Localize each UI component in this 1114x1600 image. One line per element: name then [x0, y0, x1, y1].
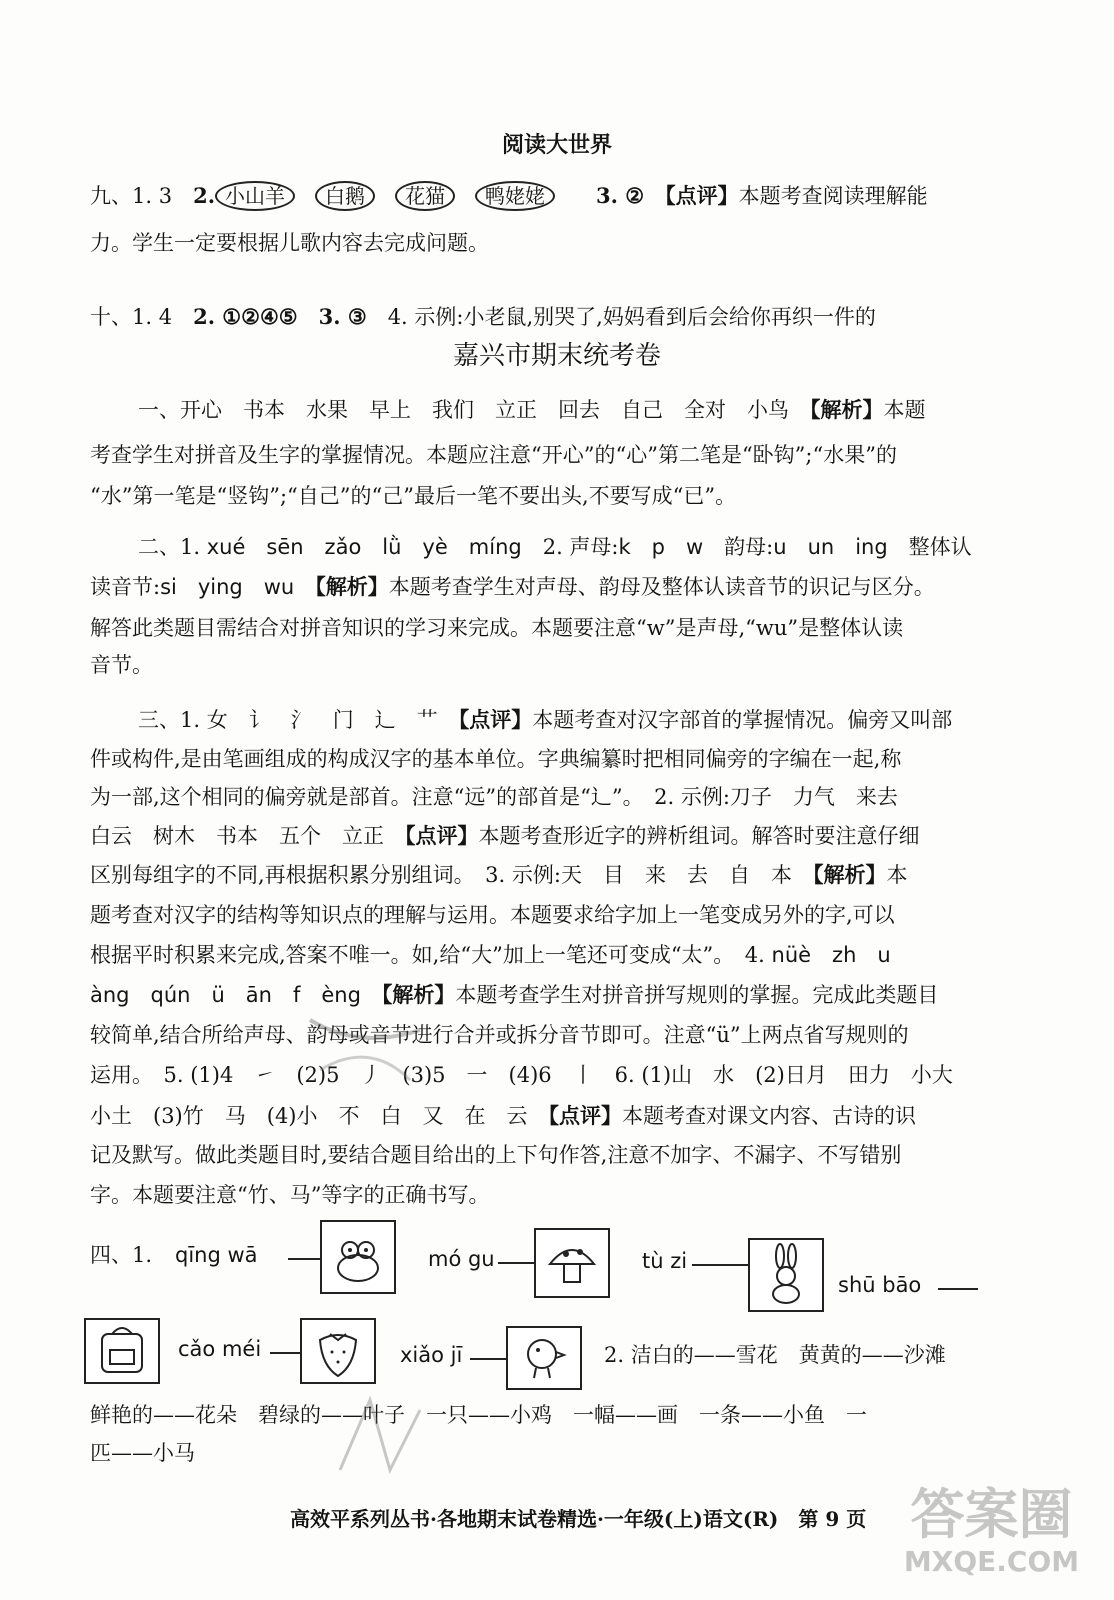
analysis-tag: 【解析】	[812, 862, 887, 887]
match-line	[692, 1264, 748, 1266]
pinyin: si ying wu	[160, 575, 295, 599]
comment-tag: 【点评】	[405, 823, 479, 848]
match-line	[288, 1258, 320, 1260]
answer-line: 音节。	[90, 653, 153, 677]
answer-line: 字。本题要注意“竹、马”等字的正确书写。	[90, 1183, 490, 1207]
pinyin-mogu: mó gu	[428, 1247, 495, 1271]
watermark	[889, 1485, 1094, 1590]
analysis-tag: 【解析】	[315, 574, 389, 599]
match-line	[270, 1352, 300, 1354]
pinyin-qingwa: qīng wā	[175, 1243, 258, 1267]
q10-prefix: 十、1. 4	[90, 305, 173, 329]
answer-line-3: 三、1. 女 讠 氵 门 辶 艹 【点评】本题考查对汉字部首的掌握情况。偏旁又叫部	[138, 707, 953, 732]
pinyin-shubao: shū bāo	[838, 1273, 922, 1297]
comment-tag: 【点评】	[548, 1103, 622, 1128]
q4-2: 2. 洁白的——雪花 黄黄的——沙滩	[604, 1343, 946, 1367]
page-footer: 高效平系列丛书·各地期末试卷精选·一年级(上)语文(R) 第 9 页	[290, 1507, 867, 1531]
oval-answer: 白鹅	[315, 181, 375, 211]
answer-line: 区别每组字的不同,再根据积累分别组词。 3. 示例:天 目 来 去 自 本 【解析】本	[90, 862, 908, 887]
q10-2: 2. ①②④⑤	[193, 304, 298, 329]
q9-2-label: 2.	[193, 183, 216, 208]
pinyin: nüè zh u	[771, 943, 891, 967]
scan-smudge	[330, 1390, 450, 1480]
q4-label: 四、1.	[90, 1243, 153, 1267]
q10-3: 3. ③	[318, 304, 367, 329]
answer-line: 根据平时积累来完成,答案不唯一。如,给“大”加上一笔还可变成“太”。 4. nüè zh u	[90, 943, 891, 967]
answer-line: 鲜艳的——花朵 碧绿的——叶子 一只——小鸡 一幅——画 一条——小鱼 一	[90, 1403, 867, 1427]
pinyin: àng qún ü ān f èng	[90, 983, 361, 1007]
q9-prefix: 九、1. 3	[90, 184, 173, 208]
answer-line: 运用。 5. (1)4 ㇀ (2)5 丿 (3)5 一 (4)6 丨 6. (1)山 水 (2)日月 田力 小大	[90, 1063, 953, 1087]
oval-answer: 花猫	[395, 181, 455, 211]
pinyin-xiaoji: xiǎo jī	[400, 1343, 463, 1367]
q9-3: 3. ②	[596, 183, 645, 208]
match-line	[470, 1358, 506, 1360]
pinyin-caomei: cǎo méi	[178, 1337, 262, 1361]
section-heading-reading: 阅读大世界	[501, 132, 612, 158]
pinyin: xué sēn zǎo lǜ yè míng	[206, 535, 522, 559]
oval-answer: 鸭姥姥	[475, 181, 555, 211]
answer-line: 小土 (3)竹 马 (4)小 不 白 又 在 云 【点评】本题考查对课文内容、古诗的识	[90, 1103, 916, 1128]
q10-4: 4. 示例:小老鼠,别哭了,妈妈看到后会给你再织一件的	[387, 305, 876, 329]
answer-line: 题考查对汉字的结构等知识点的理解与运用。本题要求给字加上一笔变成另外的字,可以	[90, 903, 895, 927]
frog-picture	[320, 1220, 396, 1294]
answer-line-9	[90, 181, 928, 211]
pinyin-tuzi: tù zi	[642, 1249, 688, 1273]
mushroom-picture	[534, 1228, 610, 1298]
answer-line-1: 一、开心 书本 水果 早上 我们 立正 回去 自己 全对 小鸟 【解析】本题	[138, 397, 926, 422]
answer-line: 解答此类题目需结合对拼音知识的学习来完成。本题要注意“w”是声母,“wu”是整体认读	[90, 616, 904, 640]
oval-answer: 小山羊	[215, 181, 295, 211]
strawberry-picture	[300, 1318, 376, 1384]
section-heading-exam: 嘉兴市期末统考卷	[452, 341, 661, 371]
pinyin: k p w	[618, 535, 704, 559]
answer-line: 记及默写。做此类题目时,要结合题目给出的上下句作答,注意不加字、不漏字、不写错别	[90, 1143, 902, 1167]
scan-smudge	[300, 1010, 430, 1090]
rabbit-picture	[748, 1238, 824, 1312]
q9-comment: 本题考查阅读理解能	[738, 184, 928, 208]
watermark-logo-text: 答案圈	[910, 1483, 1073, 1546]
match-line	[938, 1288, 978, 1290]
pinyin: u un ing	[773, 535, 888, 559]
answer-line: 件或构件,是由笔画组成的构成汉字的基本单位。字典编纂时把相同偏旁的字编在一起,称	[90, 747, 902, 771]
answer-line: 匹——小马	[90, 1441, 195, 1465]
comment-tag: 【点评】	[458, 707, 533, 732]
schoolbag-picture	[84, 1318, 160, 1384]
answer-line-10	[90, 302, 876, 332]
watermark-site: MXQE.COM	[903, 1545, 1080, 1578]
analysis-tag: 【解析】	[810, 397, 884, 422]
match-line	[498, 1262, 534, 1264]
answer-line: 考查学生对拼音及生字的掌握情况。本题应注意“开心”的“心”第二笔是“卧钩”;“水果”的	[90, 443, 897, 467]
answer-line: 较简单,结合所给声母、韵母或音节进行合并或拆分音节即可。注意“ü”上两点省写规则的	[90, 1023, 909, 1047]
answer-line: 白云 树木 书本 五个 立正 【点评】本题考查形近字的辨析组词。解答时要注意仔细	[90, 823, 920, 848]
answer-line: 力。学生一定要根据儿歌内容去完成问题。	[90, 231, 489, 255]
answer-line: 读音节:si ying wu 【解析】本题考查学生对声母、韵母及整体认读音节的识记与区分。	[90, 574, 935, 599]
answer-line: “水”第一笔是“竖钩”;“自己”的“己”最后一笔不要出头,不要写成“已”。	[90, 484, 737, 508]
analysis-tag: 【解析】	[381, 982, 456, 1007]
comment-tag: 【点评】	[665, 183, 739, 208]
answer-line: 为一部,这个相同的偏旁就是部首。注意“远”的部首是“辶”。 2. 示例:刀子 力气 来去	[90, 785, 898, 809]
answer-line: àng qún ü ān f èng 【解析】本题考查学生对拼音拼写规则的掌握。完成此类题目	[90, 982, 939, 1007]
chick-picture	[506, 1326, 582, 1390]
answer-line-2: 二、1. xué sēn zǎo lǜ yè míng 2. 声母:k p w 韵母:u un ing 整体认	[138, 535, 972, 559]
